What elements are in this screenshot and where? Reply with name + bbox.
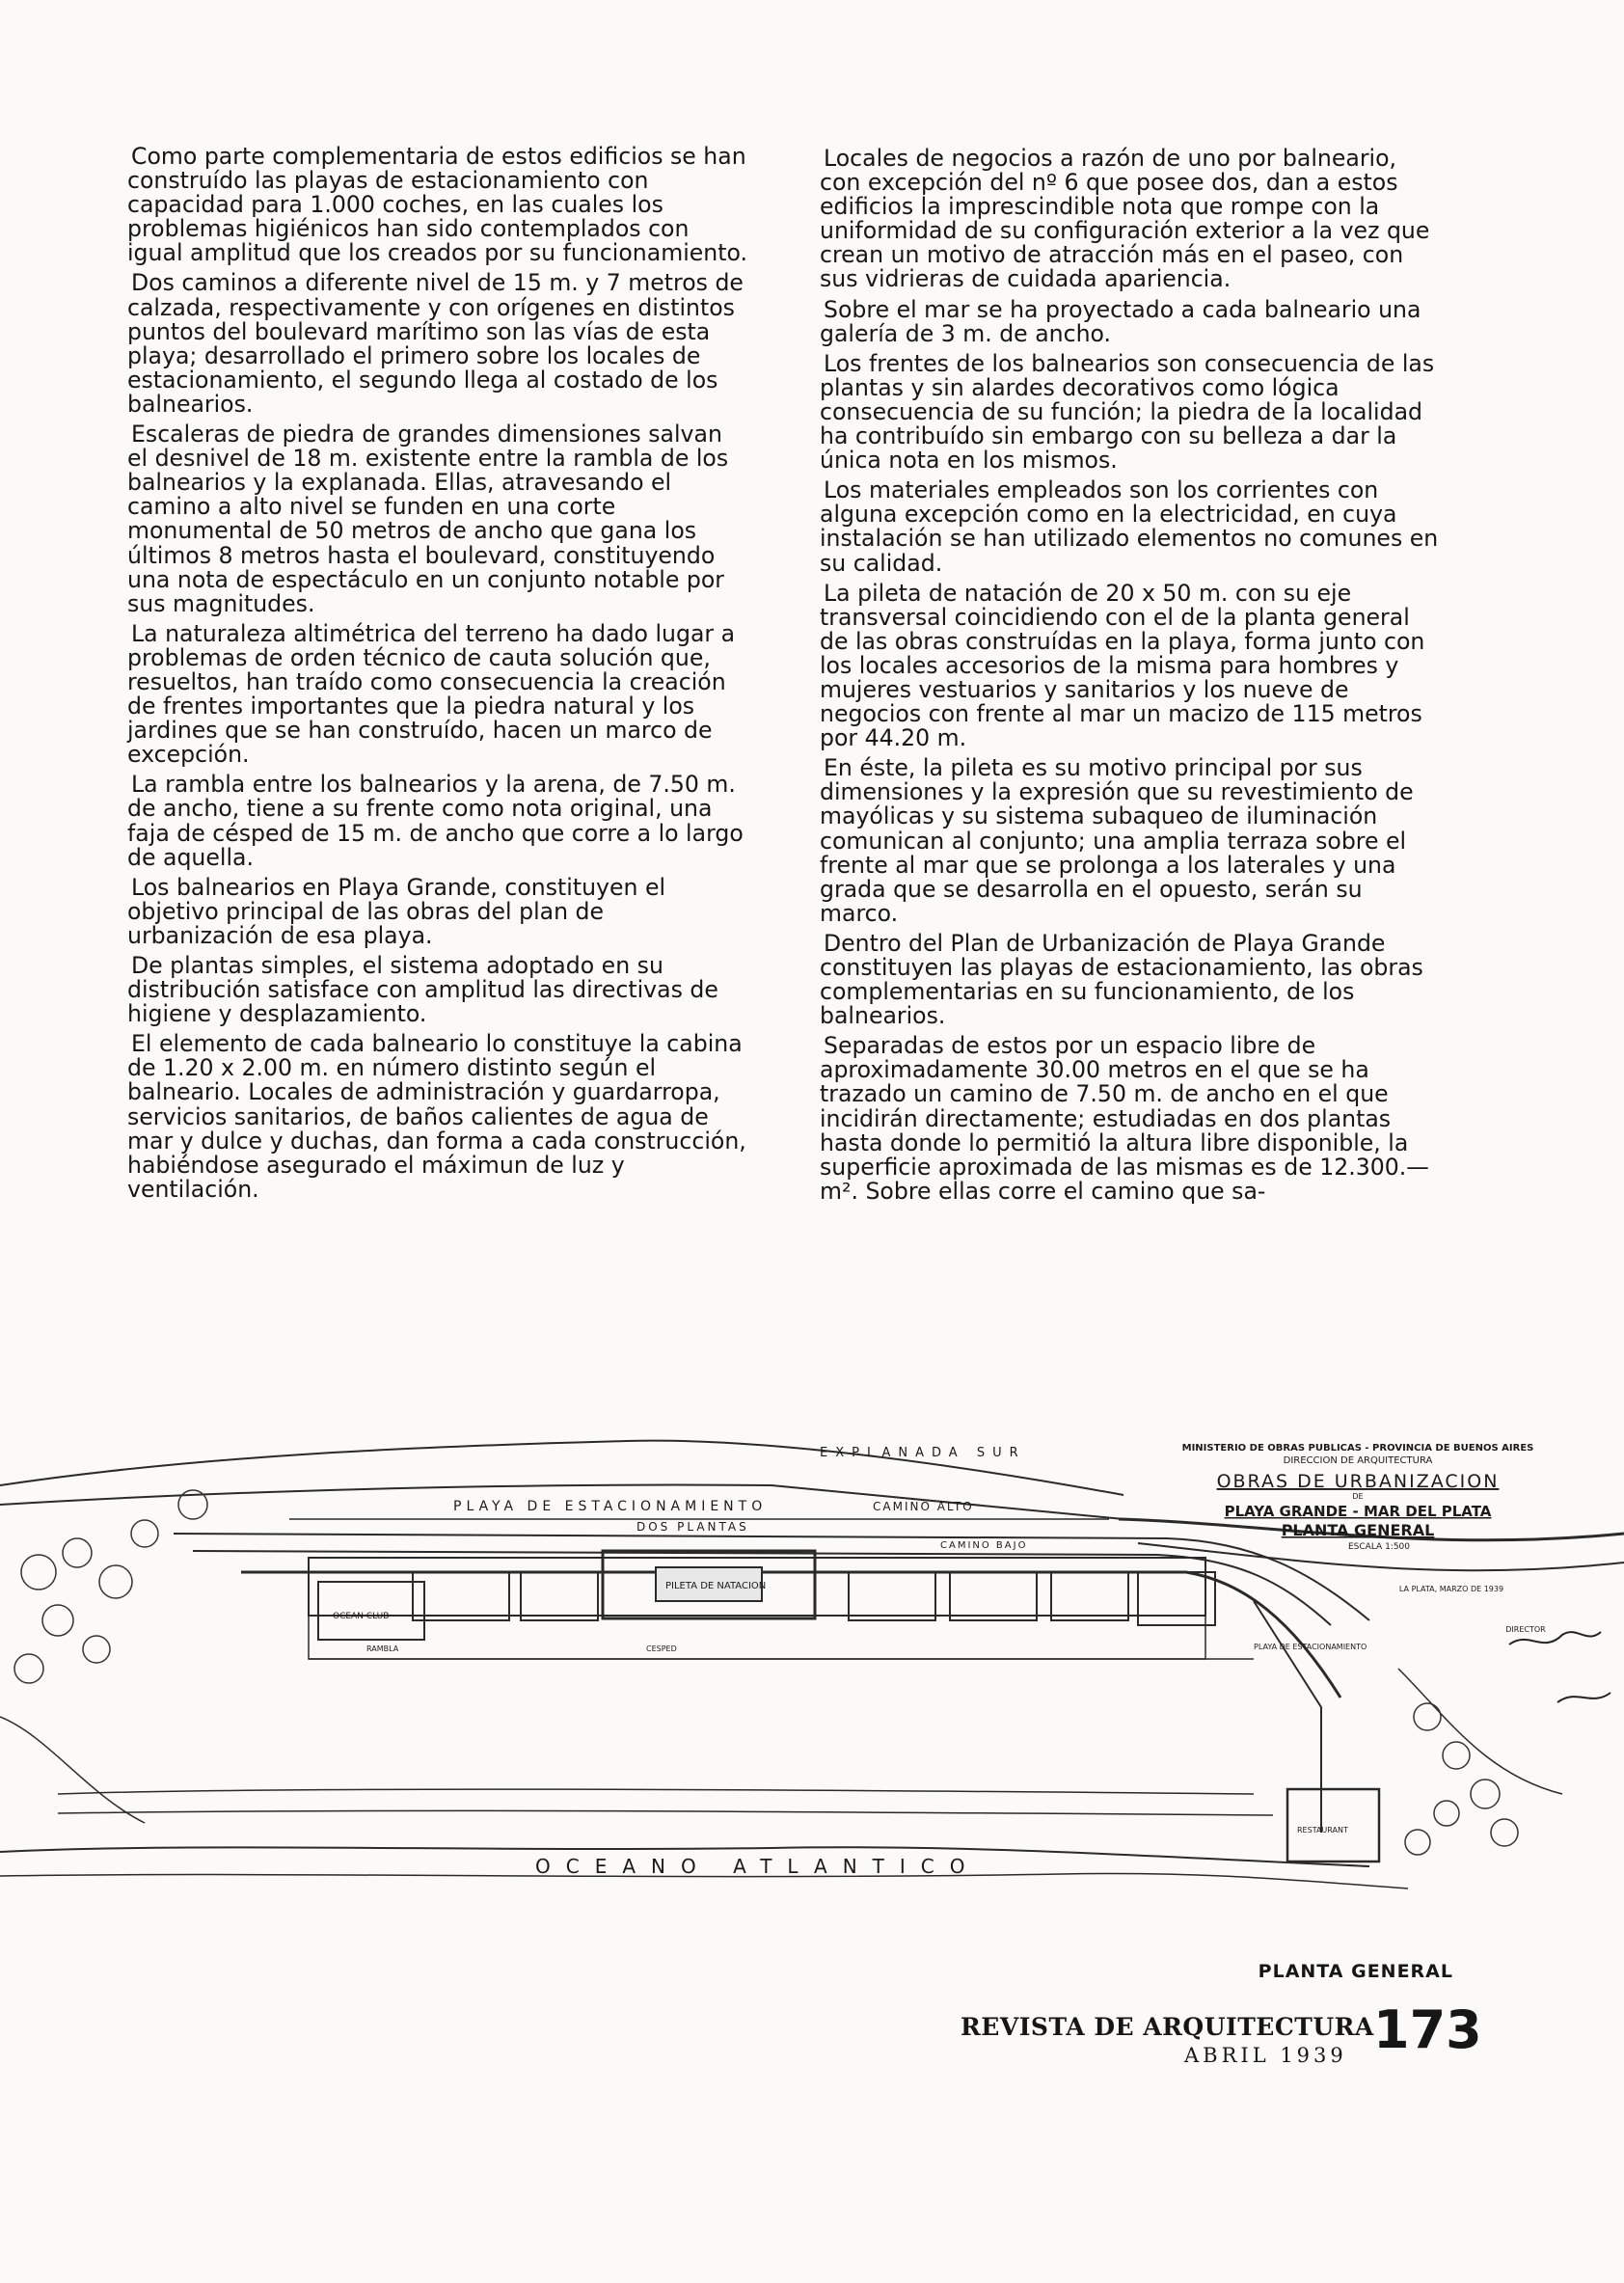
label-playa-estacionamiento-small: PLAYA DE ESTACIONAMIENTO: [1254, 1643, 1367, 1651]
figure-caption: PLANTA GENERAL: [1258, 1961, 1453, 1982]
title-works: OBRAS DE URBANIZACION: [1216, 1471, 1500, 1492]
label-oceano: OCEANO ATLANTICO: [535, 1855, 981, 1878]
second-signature: [1557, 1693, 1610, 1702]
paragraph: Los materiales empleados son los corrientes con alguna excepción como en la electricidad, en cuya instalación se han utilizado elementos no comunes en su calidad.: [820, 476, 1439, 577]
label-camino-alto: CAMINO ALTO: [873, 1500, 974, 1513]
title-direction: DIRECCION DE ARQUITECTURA: [1283, 1455, 1433, 1466]
paragraph: Los balnearios en Playa Grande, constituyen el objetivo principal de las obras del plan de urbanización de esa playa.: [127, 873, 666, 949]
title-sheet: PLANTA GENERAL: [1281, 1521, 1435, 1539]
issue-date: ABRIL 1939: [1184, 2044, 1347, 2067]
label-pileta: PILETA DE NATACION: [665, 1581, 767, 1591]
paragraph: Dentro del Plan de Urbanización de Playa Grande constituyen las playas de estacionamiento, las obras complementarias en su funcionamiento, de los balnearios.: [820, 929, 1423, 1030]
page-number: 173: [1373, 1999, 1482, 2060]
paragraph: Como parte complementaria de estos edificios se han construído las playas de estacionamiento con capacidad para 1.000 coches, en las cuales los problemas higiénicos han sido contemplados con igual amplitud que los creados por su funcionamiento.: [127, 143, 747, 267]
paragraph: De plantas simples, el sistema adoptado en su distribución satisface con amplitud las directivas de higiene y desplazamiento.: [127, 952, 718, 1028]
site-plan-drawing: [0, 1427, 1624, 1958]
label-camino-bajo: CAMINO BAJO: [940, 1540, 1028, 1551]
paragraph: El elemento de cada balneario lo constituye la cabina de 1.20 x 2.00 m. en número distinto según el balneario. Locales de administración y guardarropa, servicios sanitarios, de baños calientes de agua de mar y dulce y duchas, dan forma a cada construcción, habiéndose asegurado el máximun de luz y ventilación.: [127, 1030, 746, 1203]
paragraph: Separadas de estos por un espacio libre de aproximadamente 30.00 metros en el que se ha trazado un camino de 7.50 m. de ancho en el que incidirán directamente; estudiadas en dos plantas hasta donde lo permitió la altura libre disponible, la superficie aproximada de las mismas es de 12.300.— m². Sobre ellas corre el camino que sa-: [820, 1032, 1429, 1205]
paragraph: Los frentes de los balnearios son consecuencia de las plantas y sin alardes decorativos como lógica consecuencia de su función; la piedra de la localidad ha contribuído sin embargo con su belleza a dar la única nota en los mismos.: [820, 349, 1435, 475]
title-block: [1182, 1443, 1610, 1702]
journal-name: REVISTA DE ARQUITECTURA: [961, 2013, 1374, 2041]
paragraph: Sobre el mar se ha proyectado a cada balneario una galería de 3 m. de ancho.: [820, 295, 1421, 347]
paragraph: La pileta de natación de 20 x 50 m. con su eje transversal coincidiendo con el de la planta general de las obras construídas en la playa, forma junto con los locales accesorios de la misma para hombres y mujeres vestuarios y sanitarios y los nueve de negocios con frente al mar un macizo de 115 metros por 44.20 m.: [820, 579, 1425, 752]
title-date: LA PLATA, MARZO DE 1939: [1398, 1585, 1504, 1593]
title-scale: ESCALA 1:500: [1347, 1542, 1411, 1552]
title-ministry: MINISTERIO DE OBRAS PUBLICAS - PROVINCIA DE BUENOS AIRES: [1181, 1443, 1534, 1454]
paragraph: Locales de negocios a razón de uno por balneario, con excepción del nº 6 que posee dos, dan a estos edificios la imprescindible nota que rompe con la uniformidad de su configuración exterior a la vez que crean un motivo de atracción más en el paseo, con sus vidrieras de cuidada apariencia.: [820, 145, 1430, 293]
paragraph: La rambla entre los balnearios y la arena, de 7.50 m. de ancho, tiene a su frente como nota original, una faja de césped de 15 m. de ancho que corre a lo largo de aquella.: [127, 771, 744, 871]
label-dos-plantas: DOS PLANTAS: [636, 1520, 749, 1534]
plan-labels: [333, 1446, 1367, 1878]
title-de: DE: [1352, 1492, 1364, 1501]
label-cesped: CESPED: [646, 1644, 677, 1653]
label-restaurant: RESTAURANT: [1297, 1826, 1348, 1835]
paragraph: En éste, la pileta es su motivo principal por sus dimensiones y la expresión que su revestimiento de mayólicas y su sistema subaqueo de iluminación comunican al conjunto; una amplia terraza sobre el frente al mar que se prolonga a los laterales y una grada que se desarrolla en el opuesto, serán su marco.: [820, 754, 1414, 927]
label-ocean-club: OCEAN CLUB: [333, 1612, 390, 1621]
label-parking: PLAYA DE ESTACIONAMIENTO: [453, 1499, 768, 1514]
article-right-column: [820, 145, 1442, 1209]
label-rambla: RAMBLA: [366, 1644, 399, 1653]
title-director: DIRECTOR: [1505, 1625, 1546, 1634]
paragraph: Dos caminos a diferente nivel de 15 m. y 7 metros de calzada, respectivamente y con orígenes en distintos puntos del boulevard marítimo son las vías de esta playa; desarrollado el primero sobre los locales de estacionamiento, el segundo llega al costado de los balnearios.: [127, 269, 744, 418]
label-explanada: EXPLANADA SUR: [820, 1446, 1026, 1460]
article-left-column: [127, 145, 749, 1208]
paragraph: La naturaleza altimétrica del terreno ha dado lugar a problemas de orden técnico de cauta solución que, resueltos, han traído como consecuencia la creación de frentes importantes que la piedra natural y los jardines que se han construído, hacen un marco de excepción.: [127, 619, 736, 769]
paragraph: Escaleras de piedra de grandes dimensiones salvan el desnivel de 18 m. existente entre la rambla de los balnearios y la explanada. Ellas, atravesando el camino a alto nivel se funden en una corte monumental de 50 metros de ancho que gana los últimos 8 metros hasta el boulevard, constituyendo una nota de espectáculo en un conjunto notable por sus magnitudes.: [127, 421, 729, 617]
tree-symbols: [14, 1490, 1518, 1855]
title-place: PLAYA GRANDE - MAR DEL PLATA: [1224, 1503, 1492, 1520]
